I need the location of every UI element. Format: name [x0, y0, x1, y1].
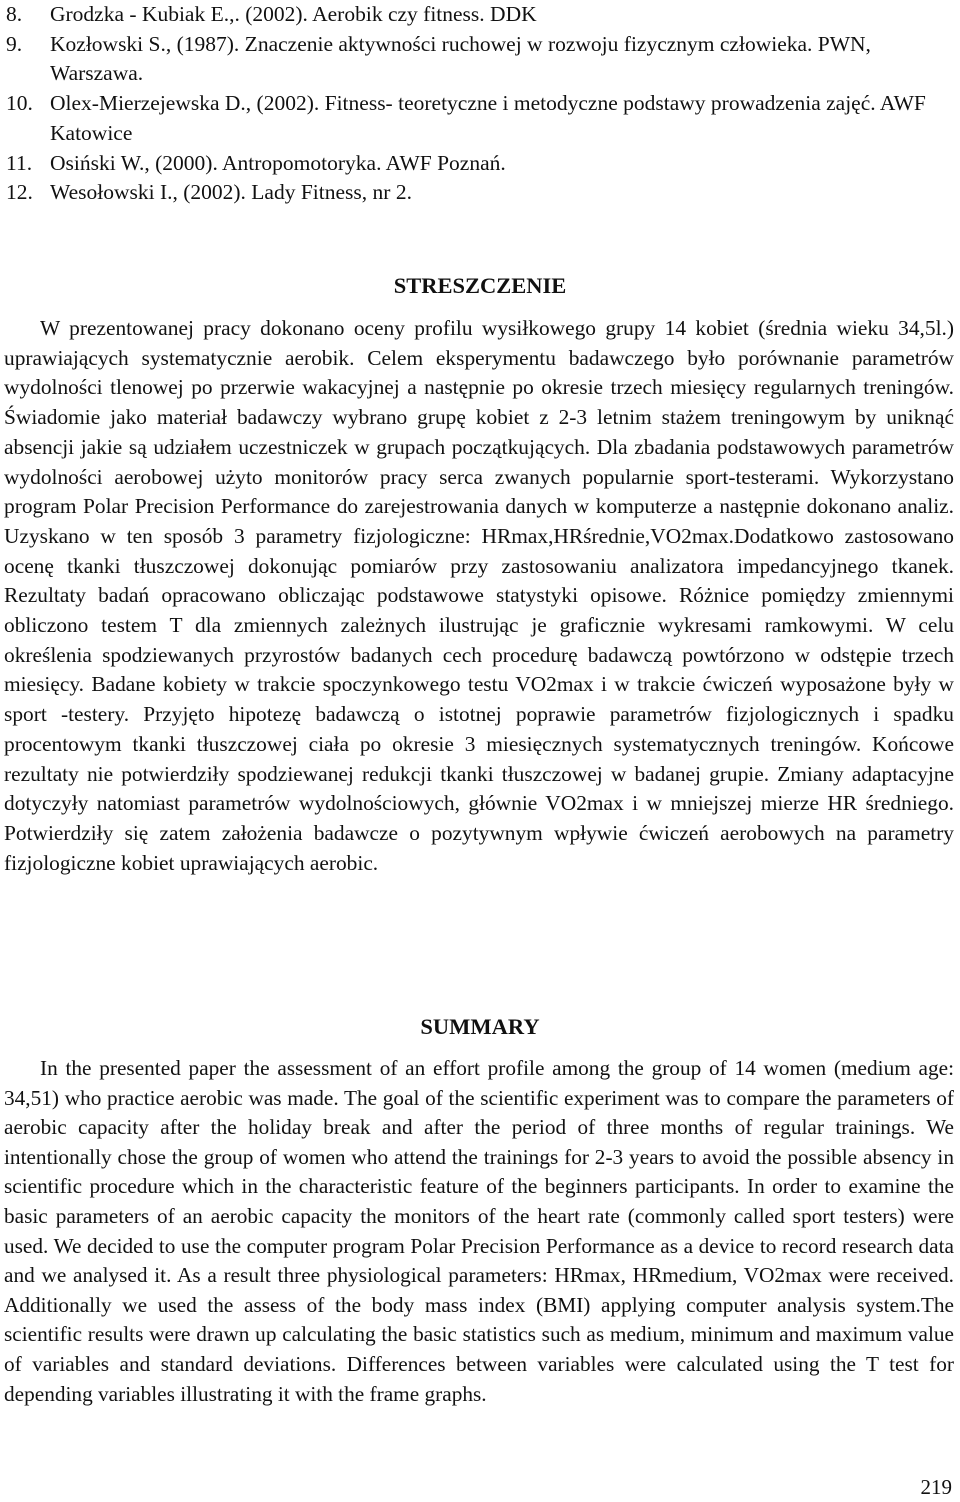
reference-number: 12. [6, 180, 33, 205]
reference-text: Kozłowski S., (1987). Znaczenie aktywności ruchowej w rozwoju fizycznym człowieka. PWN, Warszawa. [50, 31, 871, 86]
reference-item [6, 89, 954, 148]
reference-number: 11. [6, 150, 33, 175]
reference-text: Grodzka - Kubiak E.,. (2002). Aerobik czy fitness. DDK [50, 2, 537, 26]
reference-text: Olex-Mierzejewska D., (2002). Fitness- teoretyczne i metodyczne podstawy prowadzenia zajęć. AWF Katowice [50, 91, 926, 145]
reference-item [6, 178, 954, 208]
reference-item [6, 149, 954, 179]
streszczenie-text: W prezentowanej pracy dokonano oceny profilu wysiłkowego grupy 14 kobiet (średnia wieku 34,5l.) uprawiających systematycznie aerobik. Celem eksperymentu badawczego było porównanie parametrów wydolności tlenowej po przerwie wakacyjnej a następnie po okresie trzech miesięcy regularnych treningów. Świadomie jako materiał badawczy wybrano grupę kobiet z 2-3 letnim stażem treningowym by uniknąć absencji jakie są udziałem uczestniczek w grupach początkujących. Dla zbadania podstawowych parametrów wydolności aerobowej użyto monitorów pracy serca zwanych popularnie sport-testerami. Wykorzystano program Polar Precision Performance do zarejestrowania danych w komputerze a następnie dokonano analiz. Uzyskano w ten sposób 3 parametry fizjologiczne: HRmax,HRśrednie,VO2max.Dodatkowo zastosowano ocenę tkanki tłuszczowej dokonując pomiarów przy zastosowaniu analizatora impedancyjnego tkanek. Rezultaty badań opracowano obliczając podstawowe statystyki opisowe. Różnice pomiędzy zmiennymi obliczono testem T dla zmiennych zależnych ilustrując je graficznie wykresami ramkowymi. W celu określenia spodziewanych przyrostów badanych cech procedurę badawczą powtórzono w odstępie trzech miesięcy. Badane kobiety w trakcie spoczynkowego testu VO2max i w trakcie ćwiczeń wyposażone były w sport -testery. Przyjęto hipotezę badawczą o istotnej poprawie parametrów fizjologicznych i spadku procentowym tkanki tłuszczowej ciała po okresie 3 miesięcznych systematycznych treningów. Końcowe rezultaty nie potwierdziły spodziewanej redukcji tkanki tłuszczowej w badanej grupie. Zmiany adaptacyjne dotyczyły natomiast parametrów wydolnościowych, głównie VO2max i w mniejszej mierze HR średniego. Potwierdziły się zatem założenia badawcze o pozytywnym wpływie ćwiczeń aerobowych na parametry fizjologiczne kobiet uprawiających aerobic. [4, 316, 954, 875]
page-number: 219 [920, 1475, 952, 1499]
reference-text: Wesołowski I., (2002). Lady Fitness, nr 2. [50, 180, 412, 205]
reference-number: 8. [6, 2, 23, 26]
summary-heading: SUMMARY [420, 1014, 540, 1039]
reference-number: 9. [6, 31, 23, 56]
streszczenie-heading: STRESZCZENIE [393, 273, 567, 298]
reference-list [6, 0, 954, 208]
reference-item [6, 0, 954, 30]
reference-number: 10. [6, 91, 33, 116]
summary-text: In the presented paper the assessment of an effort profile among the group of 14 women (medium age: 34,51) who practice aerobic was made. The goal of the scientific experiment was to compare the parameters of aerobic capacity after the holiday break and after the period of three months of regular trainings. We intentionally chose the group of women who attend the trainings for 2-3 years to avoid the possible absency in scientific procedure which in the characteristic feature of the beginners participants. In order to examine the basic parameters of an aerobic capacity the monitors of the heart rate (commonly called sport testers) were used. We decided to use the computer program Polar Precision Performance as a device to record research data and we analysed it. As a result three physiological parameters: HRmax, HRmedium, VO2max were received. Additionally we used the assess of the body mass index (BMI) applying computer analysis system.The scientific results were drawn up calculating the basic statistics such as medium, minimum and maximum value of variables and standard deviations. Differences between variables were calculated using the T test for depending variables illustrating it with the frame graphs. [4, 1056, 954, 1406]
reference-item [6, 30, 954, 89]
reference-text: Osiński W., (2000). Antropomotoryka. AWF Poznań. [50, 150, 506, 175]
